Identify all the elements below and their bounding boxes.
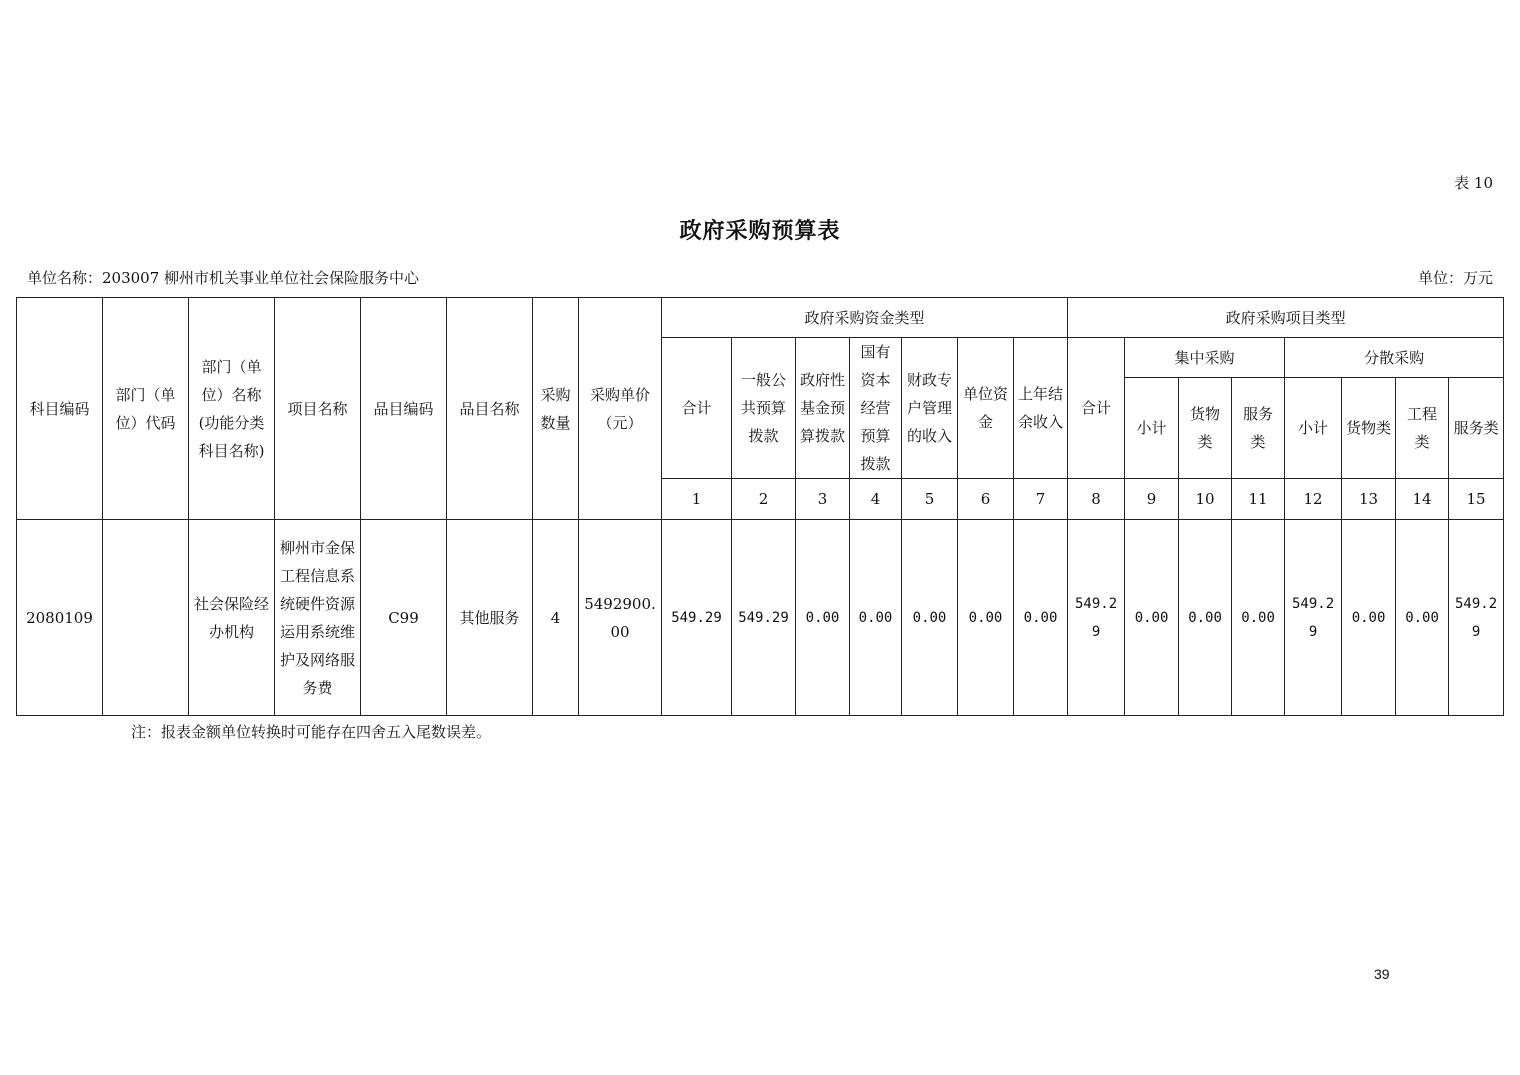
cell-subject-code: 2080109 [17, 520, 103, 716]
cell-project-name: 柳州市金保工程信息系统硬件资源运用系统维护及网络服务费 [275, 520, 361, 716]
header-dept-code: 部门（单位）代码 [103, 298, 189, 520]
cell-prev-balance: 0.00 [1014, 520, 1068, 716]
cell-unit-fund: 0.00 [958, 520, 1014, 716]
header-prev-balance: 上年结余收入 [1014, 338, 1068, 479]
header-d-service: 服务类 [1449, 378, 1504, 479]
column-number: 3 [796, 479, 850, 520]
column-number: 14 [1396, 479, 1449, 520]
column-number: 15 [1449, 479, 1504, 520]
cell-dept-code [103, 520, 189, 716]
header-project-name: 项目名称 [275, 298, 361, 520]
header-dept-name: 部门（单位）名称(功能分类科目名称) [189, 298, 275, 520]
page-number: 39 [1374, 966, 1390, 982]
header-fund-type: 政府采购资金类型 [662, 298, 1068, 338]
table-number: 表 10 [1454, 174, 1493, 192]
header-d-goods: 货物类 [1342, 378, 1396, 479]
cell-quantity: 4 [533, 520, 579, 716]
cell-d-subtotal: 549.29 [1285, 520, 1342, 716]
column-number: 6 [958, 479, 1014, 520]
header-quantity: 采购数量 [533, 298, 579, 520]
cell-state-capital: 0.00 [850, 520, 902, 716]
header-state-capital: 国有资本经营预算拨款 [850, 338, 902, 479]
cell-dept-name: 社会保险经办机构 [189, 520, 275, 716]
header-project-type: 政府采购项目类型 [1068, 298, 1504, 338]
header-item-code: 品目编码 [361, 298, 447, 520]
cell-d-goods: 0.00 [1342, 520, 1396, 716]
unit-name-label: 单位名称：203007 柳州市机关事业单位社会保险服务中心 [27, 269, 420, 287]
header-unit-price: 采购单价（元） [579, 298, 662, 520]
header-d-subtotal: 小计 [1285, 378, 1342, 479]
column-number: 2 [732, 479, 796, 520]
cell-item-name: 其他服务 [447, 520, 533, 716]
header-c-subtotal: 小计 [1125, 378, 1179, 479]
header-unit-fund: 单位资金 [958, 338, 1014, 479]
column-number: 8 [1068, 479, 1125, 520]
table-row [17, 520, 1504, 716]
header-general-budget: 一般公共预算拨款 [732, 338, 796, 479]
column-number: 11 [1232, 479, 1285, 520]
header-decentralized: 分散采购 [1285, 338, 1504, 378]
column-number: 12 [1285, 479, 1342, 520]
cell-c-subtotal: 0.00 [1125, 520, 1179, 716]
cell-item-code: C99 [361, 520, 447, 716]
cell-proj-total: 549.29 [1068, 520, 1125, 716]
page-title: 政府采购预算表 [679, 218, 841, 244]
header-item-name: 品目名称 [447, 298, 533, 520]
header-fund-total: 合计 [662, 338, 732, 479]
cell-d-works: 0.00 [1396, 520, 1449, 716]
footnote: 注：报表金额单位转换时可能存在四舍五入尾数误差。 [131, 723, 492, 741]
header-c-goods: 货物类 [1179, 378, 1232, 479]
cell-unit-price: 5492900.00 [579, 520, 662, 716]
header-special-account: 财政专户管理的收入 [902, 338, 958, 479]
header-subject-code: 科目编码 [17, 298, 103, 520]
header-c-service: 服务类 [1232, 378, 1285, 479]
column-number: 10 [1179, 479, 1232, 520]
column-number: 7 [1014, 479, 1068, 520]
column-number: 1 [662, 479, 732, 520]
header-proj-total: 合计 [1068, 338, 1125, 479]
currency-unit-label: 单位：万元 [1417, 269, 1493, 287]
cell-c-service: 0.00 [1232, 520, 1285, 716]
header-centralized: 集中采购 [1125, 338, 1285, 378]
cell-general-budget: 549.29 [732, 520, 796, 716]
cell-special-account: 0.00 [902, 520, 958, 716]
cell-gov-fund: 0.00 [796, 520, 850, 716]
cell-fund-total: 549.29 [662, 520, 732, 716]
column-number: 9 [1125, 479, 1179, 520]
column-number: 4 [850, 479, 902, 520]
header-d-works: 工程类 [1396, 378, 1449, 479]
column-number: 5 [902, 479, 958, 520]
cell-d-service: 549.29 [1449, 520, 1504, 716]
column-number: 13 [1342, 479, 1396, 520]
cell-c-goods: 0.00 [1179, 520, 1232, 716]
header-gov-fund: 政府性基金预算拨款 [796, 338, 850, 479]
procurement-budget-table [16, 297, 1504, 716]
